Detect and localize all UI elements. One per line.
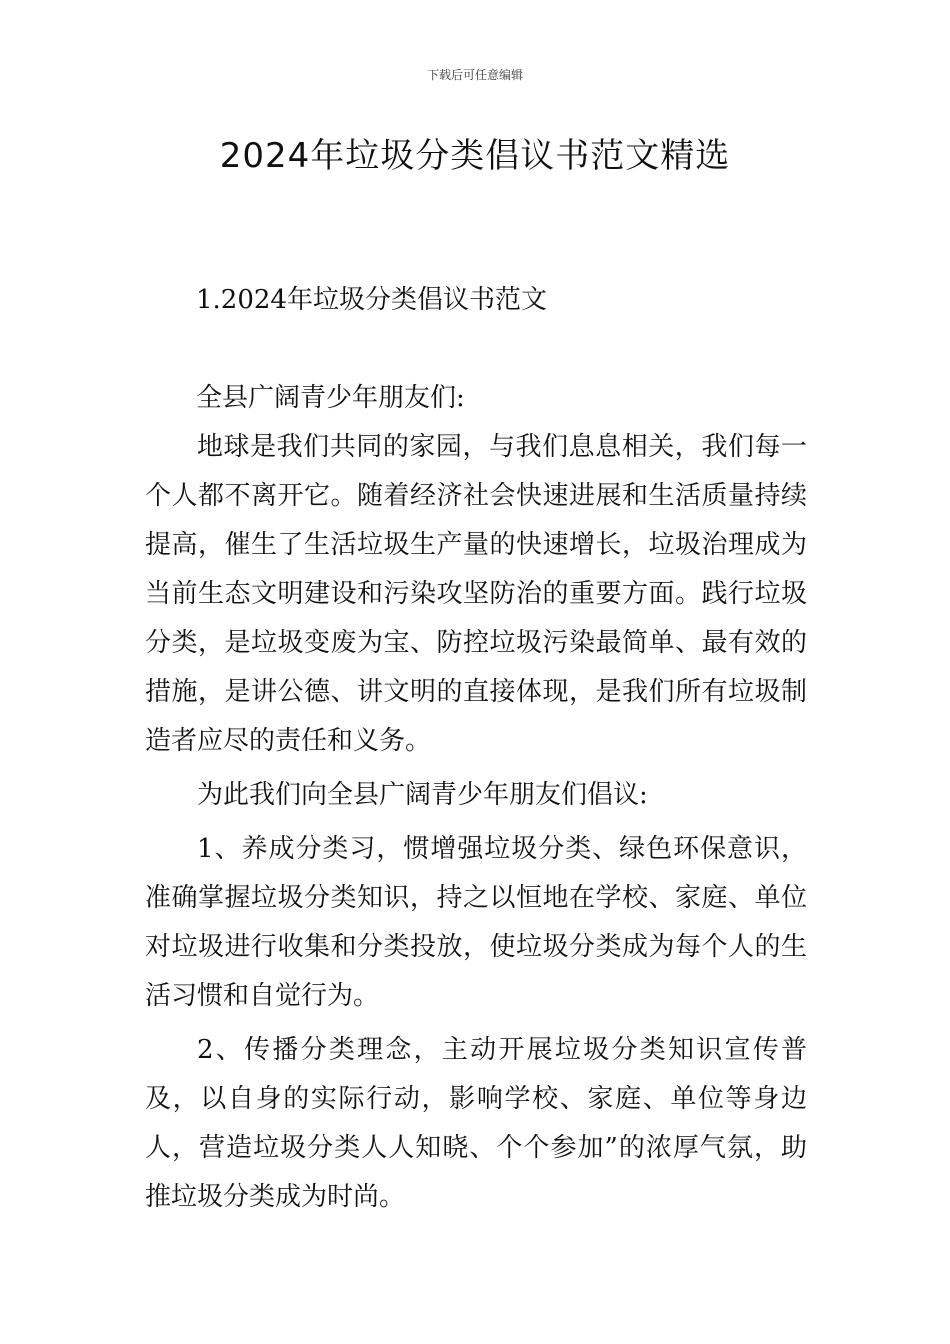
- paragraph-proposal: 为此我们向全县广阔青少年朋友们倡议:: [197, 780, 648, 810]
- paragraph-intro: 地球是我们共同的家园，与我们息息相关，我们每一个人都不离开它。随着经济社会快速进展和生活质量持续提高，催生了生活垃圾生产量的快速增长，垃圾治理成为当前生态文明建设和污染攻坚防治的重要方面。践行垃圾分类，是垃圾变废为宝、防控垃圾污染最简单、最有效的措施，是讲公德、讲文明的直接体现，是我们所有垃圾制造者应尽的责任和义务。: [145, 432, 807, 756]
- section-heading: 1.2024年垃圾分类倡议书范文: [196, 285, 547, 315]
- paragraph-point-2: 2、传播分类理念，主动开展垃圾分类知识宣传普及，以自身的实际行动，影响学校、家庭、单位等身边人，营造垃圾分类人人知晓、个个参加”的浓厚气氛，助推垃圾分类成为时尚。: [145, 1035, 807, 1212]
- body-text: [145, 423, 807, 1227]
- document-title: 2024年垃圾分类倡议书范文精选: [219, 136, 731, 176]
- salutation: 全县广阔青少年朋友们:: [196, 383, 465, 413]
- header-note: 下载后可任意编辑: [426, 68, 523, 82]
- paragraph-point-1: 1、养成分类习，惯增强垃圾分类、绿色环保意识，准确掌握垃圾分类知识，持之以恒地在学校、家庭、单位对垃圾进行收集和分类投放，使垃圾分类成为每个人的生活习惯和自觉行为。: [145, 834, 807, 1011]
